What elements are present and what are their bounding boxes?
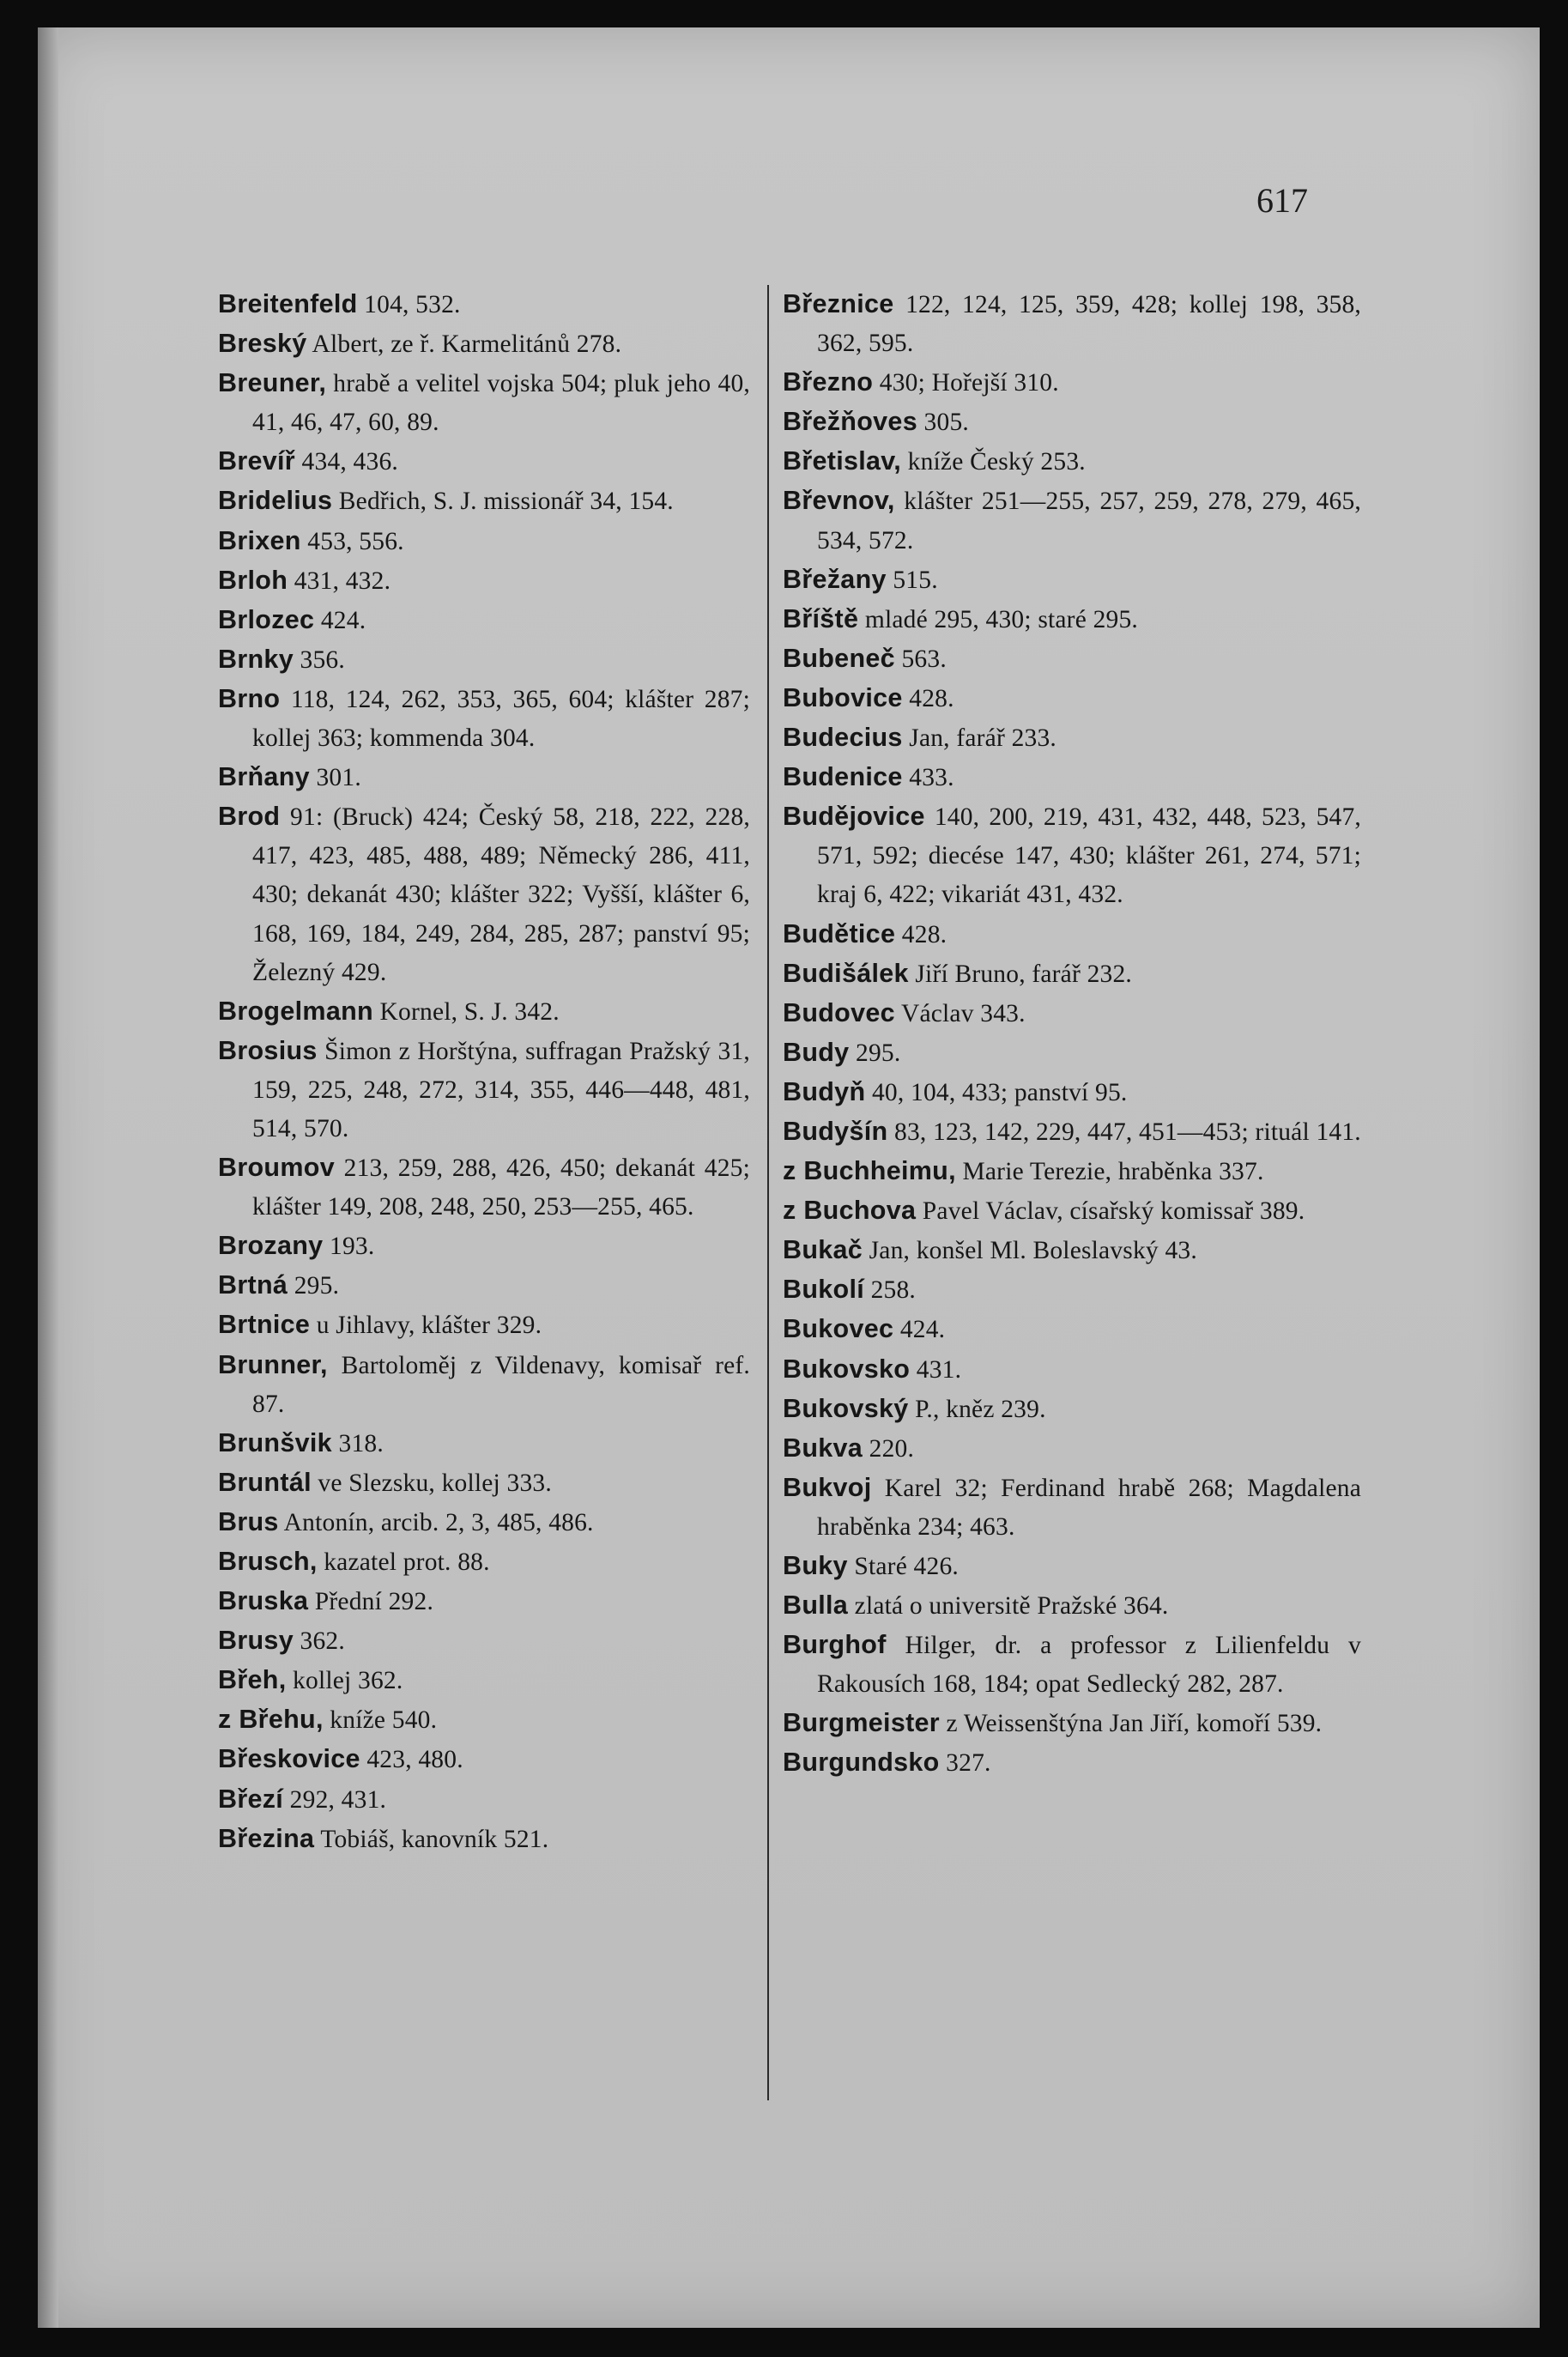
entry-headword: Brosius (218, 1035, 318, 1065)
entry-headword: Bruska (218, 1586, 309, 1616)
entry-headword: Budenice (783, 762, 903, 792)
entry-headword: Brevíř (218, 446, 295, 476)
index-entry (783, 1191, 1361, 1231)
entry-references: Pavel Václav, císařský komissař 389. (916, 1197, 1305, 1226)
entry-references: 122, 124, 125, 359, 428; kollej 198, 358, 362, 595. (817, 291, 1361, 358)
entry-references: 362. (293, 1627, 345, 1656)
entry-headword: Budovec (783, 997, 895, 1027)
entry-headword: Brtná (218, 1270, 288, 1300)
entry-references: 356. (293, 645, 345, 674)
index-entry (783, 560, 1361, 600)
entry-references: kníže Český 253. (901, 448, 1086, 476)
entry-headword: Brusy (218, 1626, 294, 1656)
entry-references: Staré 426. (847, 1553, 959, 1580)
entry-headword: Brloh (218, 565, 288, 595)
entry-references: hrabě a velitel vojska 504; pluk jeho 40, 41, 46, 47, 60, 89. (252, 370, 750, 437)
entry-headword: Brogelmann (218, 996, 373, 1026)
entry-references: klášter 251—255, 257, 259, 278, 279, 465, 534, 572. (817, 488, 1361, 554)
entry-headword: Burgmeister (783, 1708, 940, 1738)
index-entry (218, 1542, 750, 1582)
index-column-right (783, 285, 1361, 1784)
entry-headword: Budětice (783, 918, 896, 948)
entry-references: 295. (849, 1039, 901, 1067)
entry-headword: Brunner, (218, 1349, 328, 1379)
entry-references: kníže 540. (323, 1706, 438, 1735)
entry-references: Bartoloměj z Vildenavy, komisař ref. 87. (252, 1351, 750, 1418)
index-entry (218, 992, 750, 1032)
entry-headword: Burghof (783, 1630, 887, 1660)
index-entry (783, 363, 1361, 403)
entry-references: 118, 124, 262, 353, 365, 604; klášter 287; kollej 363; kommenda 304. (252, 685, 750, 753)
index-entry (218, 442, 750, 482)
entry-references: Karel 32; Ferdinand hrabě 268; Magdalena hraběnka 234; 463. (817, 1474, 1361, 1541)
index-entry (783, 1350, 1361, 1390)
entry-references: 91: (Bruck) 424; Český 58, 218, 222, 228, 417, 423, 485, 488, 489; Německý 286, 411, 430; dekanát 430; klášter 322; Vyšší, klášter 6, 168, 169, 184, 249, 284, 285, 287; panství 95; Železný 429. (252, 803, 750, 986)
index-entry (218, 1780, 750, 1820)
index-entry (783, 639, 1361, 679)
index-entry (783, 482, 1361, 560)
index-entry (783, 600, 1361, 639)
entry-headword: Břetislav, (783, 446, 902, 476)
entry-references: 301. (309, 764, 361, 792)
index-entry (218, 680, 750, 758)
entry-references: 563. (894, 645, 947, 673)
index-entry (783, 1586, 1361, 1626)
index-column-left (218, 285, 750, 1859)
index-entry (783, 1390, 1361, 1429)
entry-headword: Bukovsko (783, 1354, 911, 1384)
entry-headword: Bubeneč (783, 643, 895, 673)
entry-headword: Brus (218, 1506, 279, 1536)
entry-references: 220. (863, 1434, 915, 1463)
entry-references: 424. (314, 606, 366, 634)
entry-references: 305. (917, 409, 969, 437)
entry-headword: Breský (218, 329, 307, 359)
entry-headword: Burgundsko (783, 1748, 940, 1778)
index-entry (783, 994, 1361, 1033)
index-entry (218, 1820, 750, 1859)
entry-headword: Brixen (218, 525, 301, 555)
index-entry (783, 954, 1361, 994)
entry-references: Marie Terezie, hraběnka 337. (955, 1158, 1264, 1186)
index-entry (783, 797, 1361, 914)
index-entry (783, 1704, 1361, 1743)
index-entry (218, 1227, 750, 1266)
index-entry (783, 915, 1361, 954)
entry-references: Jan, konšel Ml. Boleslavský 43. (863, 1237, 1197, 1265)
index-entry (218, 1621, 750, 1661)
entry-references: 318. (331, 1429, 384, 1457)
entry-references: 83, 123, 142, 229, 447, 451—453; rituál 141. (887, 1118, 1361, 1146)
entry-headword: Bukač (783, 1235, 863, 1265)
index-entry (783, 718, 1361, 758)
index-entry (783, 1743, 1361, 1783)
index-entry (783, 758, 1361, 797)
index-entry (218, 324, 750, 364)
entry-references: zlatá o universitě Pražské 364. (848, 1592, 1169, 1621)
entry-references: Přední 292. (308, 1588, 434, 1616)
index-entry (218, 1661, 750, 1700)
entry-references: 423, 480. (360, 1746, 463, 1774)
entry-references: ve Slezsku, kollej 333. (311, 1469, 552, 1497)
index-entry (783, 403, 1361, 442)
entry-references: Bedřich, S. J. missionář 34, 154. (332, 488, 674, 516)
entry-headword: Bukvoj (783, 1472, 872, 1502)
index-entry (218, 1148, 750, 1227)
index-entry (218, 561, 750, 601)
entry-references: 292, 431. (283, 1785, 387, 1814)
entry-references: 430; Hořejší 310. (873, 369, 1059, 397)
entry-headword: Bukovský (783, 1393, 909, 1423)
index-entry (783, 679, 1361, 718)
index-entry (783, 1626, 1361, 1704)
entry-references: Kornel, S. J. 342. (372, 997, 560, 1026)
entry-headword: Bříště (783, 603, 859, 633)
entry-headword: Břevnov, (783, 486, 895, 516)
index-entry (218, 1266, 750, 1306)
index-entry (783, 1429, 1361, 1469)
index-entry (783, 1270, 1361, 1310)
index-entry (783, 1073, 1361, 1112)
entry-headword: Bruntál (218, 1467, 312, 1497)
index-entry (218, 285, 750, 324)
entry-headword: Budyšín (783, 1116, 888, 1146)
entry-references: 193. (323, 1233, 375, 1261)
entry-headword: Buky (783, 1551, 848, 1580)
entry-references: 327. (939, 1749, 991, 1778)
index-entry (218, 364, 750, 442)
index-entry (218, 640, 750, 680)
entry-references: 431, 432. (288, 567, 391, 595)
index-entry (218, 1740, 750, 1779)
index-entry (783, 442, 1361, 482)
entry-references: 428. (902, 684, 954, 712)
entry-headword: Brnky (218, 644, 294, 674)
entry-references: Antonín, arcib. 2, 3, 485, 486. (278, 1508, 594, 1536)
entry-headword: Bukovec (783, 1314, 894, 1344)
entry-headword: Březina (218, 1823, 315, 1853)
index-entry (783, 1469, 1361, 1547)
index-entry (218, 1306, 750, 1345)
entry-headword: Bulla (783, 1591, 849, 1621)
index-entry (218, 1700, 750, 1740)
index-entry (218, 1463, 750, 1503)
entry-references: 40, 104, 433; panství 95. (865, 1078, 1128, 1106)
entry-headword: Budecius (783, 723, 903, 753)
entry-references: mladé 295, 430; staré 295. (858, 605, 1139, 633)
entry-references: Hilger, dr. a professor z Lilienfeldu v Rakousích 168, 184; opat Sedlecký 282, 287. (817, 1632, 1361, 1699)
entry-headword: Brusch, (218, 1547, 318, 1576)
entry-references: Albert, ze ř. Karmelitánů 278. (306, 330, 622, 359)
page-number: 617 (1256, 181, 1308, 220)
index-entry (218, 758, 750, 797)
entry-references: 424. (893, 1316, 946, 1344)
entry-headword: Budy (783, 1037, 850, 1067)
entry-headword: Bukolí (783, 1275, 864, 1305)
entry-headword: Březno (783, 367, 874, 397)
entry-headword: Brňany (218, 762, 310, 792)
entry-references: 428. (895, 920, 947, 948)
entry-references: Jan, farář 233. (902, 724, 1056, 753)
book-page (38, 27, 1540, 2328)
entry-headword: Breitenfeld (218, 289, 358, 318)
entry-references: Šimon z Horštýna, suffragan Pražský 31, 159, 225, 248, 272, 314, 355, 446—448, 481, 514, 570. (252, 1037, 750, 1142)
entry-headword: Břeskovice (218, 1744, 360, 1774)
entry-references: 104, 532. (357, 291, 461, 318)
index-entry (218, 1582, 750, 1621)
entry-headword: Brunšvik (218, 1427, 332, 1457)
entry-headword: z Buchova (783, 1196, 917, 1226)
index-entry (783, 1033, 1361, 1073)
index-entry (783, 1547, 1361, 1586)
entry-references: 433. (902, 764, 954, 792)
entry-references: Václav 343. (894, 999, 1026, 1027)
entry-headword: Brlozec (218, 604, 315, 634)
entry-headword: Břeh, (218, 1665, 287, 1695)
entry-headword: Budyň (783, 1076, 866, 1106)
entry-headword: Břežany (783, 564, 887, 594)
entry-headword: Brtnice (218, 1310, 311, 1340)
entry-headword: Budišálek (783, 958, 909, 988)
entry-headword: Brno (218, 683, 281, 713)
entry-headword: Březnice (783, 289, 894, 318)
index-entry (218, 1032, 750, 1148)
index-entry (218, 522, 750, 561)
index-entry (783, 1310, 1361, 1349)
entry-references: u Jihlavy, klášter 329. (310, 1312, 542, 1340)
entry-headword: z Břehu, (218, 1705, 324, 1735)
index-entry (783, 1112, 1361, 1152)
entry-references: Tobiáš, kanovník 521. (314, 1825, 549, 1853)
index-entry (783, 285, 1361, 363)
index-entry (218, 1346, 750, 1424)
entry-headword: z Buchheimu, (783, 1156, 956, 1186)
index-entry (218, 482, 750, 521)
entry-headword: Breuner, (218, 368, 327, 398)
entry-references: kazatel prot. 88. (317, 1548, 490, 1576)
entry-headword: Bukva (783, 1433, 863, 1463)
entry-references: P., kněz 239. (908, 1395, 1046, 1423)
entry-references: 213, 259, 288, 426, 450; dekanát 425; klášter 149, 208, 248, 250, 253—255, 465. (252, 1154, 750, 1221)
entry-headword: Brod (218, 802, 281, 832)
entry-headword: Budějovice (783, 802, 925, 832)
column-divider (767, 285, 769, 2100)
entry-references: 258. (864, 1276, 916, 1305)
index-entry (218, 1424, 750, 1463)
entry-references: 453, 556. (300, 527, 404, 555)
index-entry (783, 1152, 1361, 1191)
index-entry (218, 601, 750, 640)
entry-references: 434, 436. (294, 448, 398, 476)
entry-references: 431. (910, 1355, 962, 1384)
entry-references: z Weissenštýna Jan Jiří, komoří 539. (939, 1710, 1323, 1738)
entry-references: 295. (288, 1272, 340, 1300)
entry-headword: Broumov (218, 1153, 335, 1183)
entry-references: Jiří Bruno, farář 232. (908, 960, 1133, 988)
entry-headword: Břežňoves (783, 407, 917, 437)
entry-references: 140, 200, 219, 431, 432, 448, 523, 547, 571, 592; diecése 147, 430; klášter 261, 274, 571; kraj 6, 422; vikariát 431, 432. (817, 803, 1361, 909)
index-entry (218, 1503, 750, 1542)
entry-references: 515. (886, 566, 938, 594)
index-entry (218, 797, 750, 991)
index-entry (783, 1231, 1361, 1270)
page-binding-shadow (38, 27, 58, 2328)
entry-headword: Bridelius (218, 486, 333, 516)
entry-headword: Březí (218, 1784, 284, 1814)
entry-headword: Brozany (218, 1231, 324, 1261)
entry-references: kollej 362. (286, 1667, 403, 1695)
entry-headword: Bubovice (783, 682, 903, 712)
